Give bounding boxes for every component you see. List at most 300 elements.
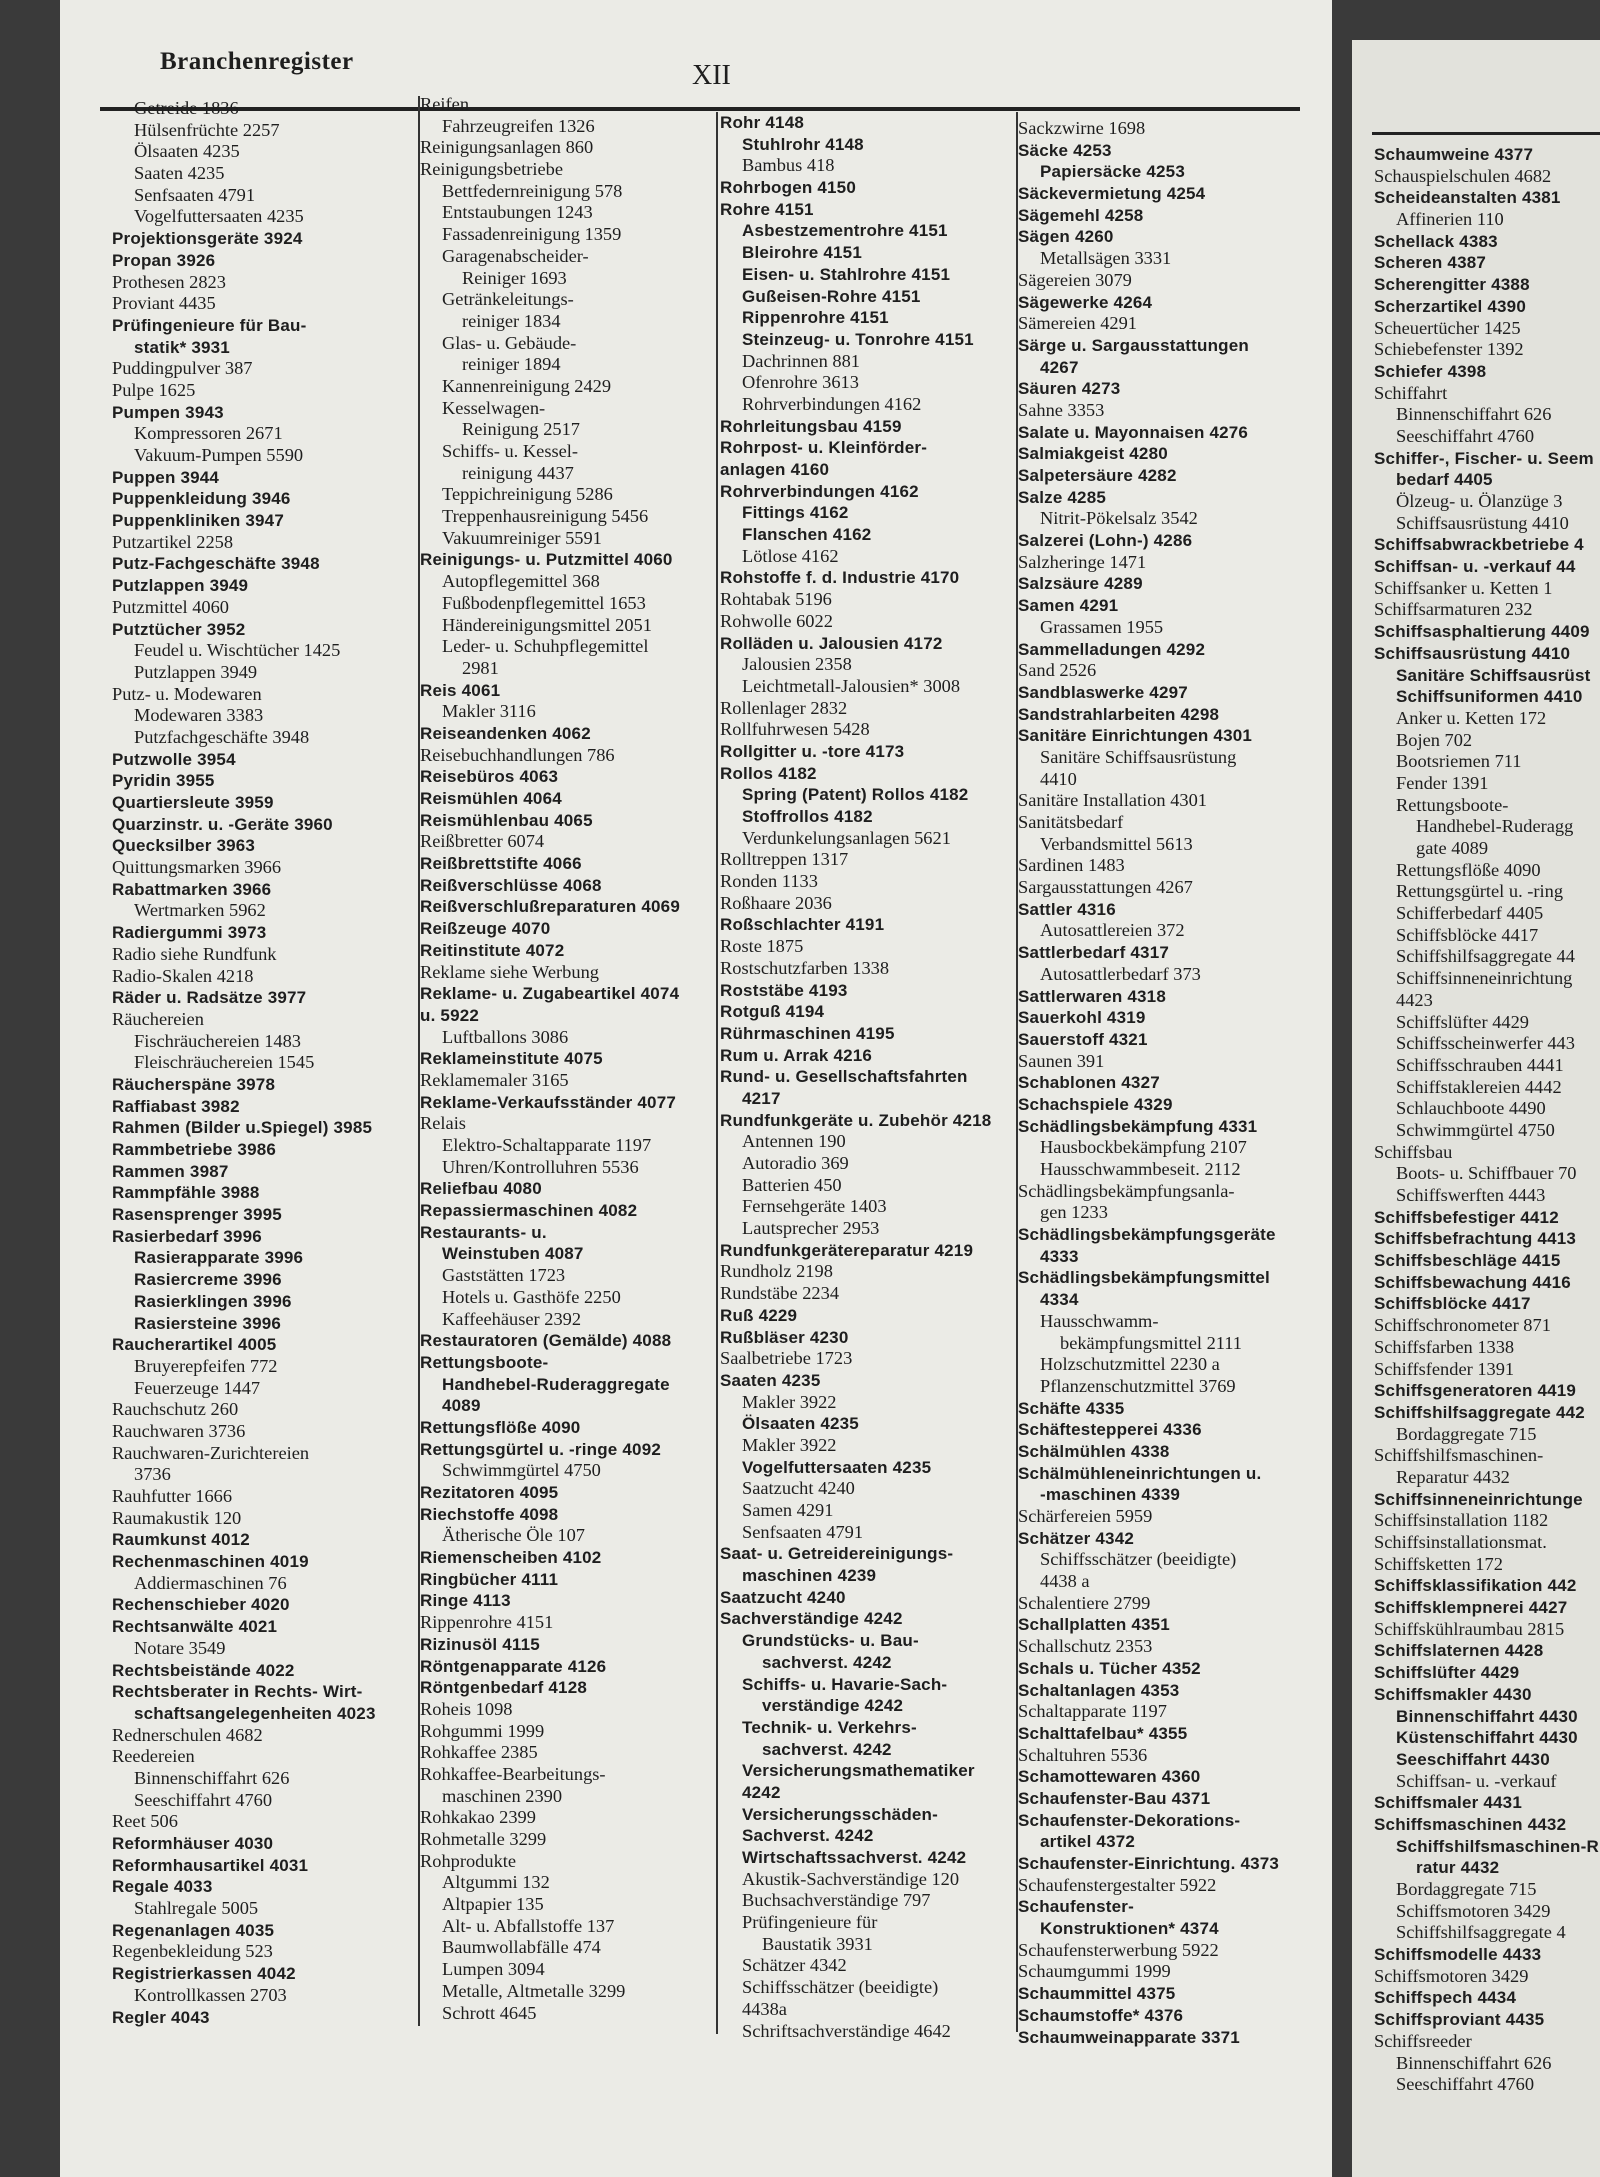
index-entry: Schiffsklempnerei 4427 <box>1374 1598 1568 1618</box>
index-entry: Schiffsbau <box>1374 1141 1453 1162</box>
index-entry: Putzwolle 3954 <box>112 749 236 769</box>
index-entry: Modewaren 3383 <box>134 705 264 726</box>
index-entry: Versicherungsmathematiker <box>742 1761 975 1781</box>
index-entry: Rettungsgürtel u. -ring <box>1396 881 1564 902</box>
index-entry: Saalbetriebe 1723 <box>720 1348 853 1369</box>
index-entry: Händereinigungsmittel 2051 <box>442 614 652 635</box>
index-entry: Schiffschronometer 871 <box>1374 1315 1551 1336</box>
index-entry: Schiffshilfsaggregate 44 <box>1396 946 1575 967</box>
index-entry: Bordaggregate 715 <box>1396 1879 1537 1899</box>
index-entry: Saunen 391 <box>1018 1050 1105 1071</box>
index-entry: Schiffsschrauben 4441 <box>1396 1054 1564 1075</box>
index-entry: Schiebefenster 1392 <box>1374 339 1524 360</box>
index-entry: Ölsaaten 4235 <box>742 1414 859 1434</box>
index-entry: Makler 3922 <box>742 1391 837 1412</box>
index-entry: Restaurants- u. <box>420 1222 547 1242</box>
index-column-3 <box>720 112 1010 2042</box>
index-entry: Rollgitter u. -tore 4173 <box>720 741 905 761</box>
index-entry: Ringe 4113 <box>420 1591 511 1611</box>
index-entry: Entstaubungen 1243 <box>442 202 593 223</box>
index-entry: Reifen <box>420 94 470 114</box>
index-entry: Schwimmgürtel 4750 <box>442 1460 601 1481</box>
index-entry: Ölzeug- u. Ölanzüge 3 <box>1396 491 1563 511</box>
index-entry: Reinigungs- u. Putzmittel 4060 <box>420 550 673 570</box>
index-entry: Putz- u. Modewaren <box>112 683 262 704</box>
index-entry: Rohgummi 1999 <box>420 1720 545 1741</box>
index-entry: Rundstäbe 2234 <box>720 1283 840 1304</box>
index-entry: Projektionsgeräte 3924 <box>112 229 303 249</box>
index-entry: Rahmen (Bilder u.Spiegel) 3985 <box>112 1118 373 1138</box>
index-entry: Sand 2526 <box>1018 660 1097 681</box>
index-entry: Seeschiffahrt 4760 <box>1396 2074 1535 2095</box>
index-entry: Säuren 4273 <box>1018 379 1121 399</box>
index-entry: Rippenrohre 4151 <box>420 1612 554 1633</box>
index-entry: Reitinstitute 4072 <box>420 940 565 960</box>
index-entry: Papiersäcke 4253 <box>1040 162 1185 182</box>
index-entry: Binnenschiffahrt 4430 <box>1396 1706 1578 1726</box>
index-entry: Nitrit-Pökelsalz 3542 <box>1040 508 1198 529</box>
index-entry: Hausschwamm- <box>1040 1310 1159 1331</box>
index-entry: Fischräuchereien 1483 <box>134 1030 301 1051</box>
index-entry: reinigung 4437 <box>462 462 574 483</box>
index-entry: Stuhlrohr 4148 <box>742 134 864 154</box>
index-entry: Reformhäuser 4030 <box>112 1834 274 1853</box>
index-entry: Sanitäre Einrichtungen 4301 <box>1018 726 1253 746</box>
index-entry: Räder u. Radsätze 3977 <box>112 988 307 1008</box>
index-entry: gate 4089 <box>1416 838 1489 858</box>
index-entry: Rolltreppen 1317 <box>720 849 849 870</box>
index-entry: Kaffeehäuser 2392 <box>442 1308 582 1329</box>
index-entry: Kompressoren 2671 <box>134 423 283 444</box>
index-entry: Rammpfähle 3988 <box>112 1183 260 1203</box>
index-entry: Grassamen 1955 <box>1040 616 1164 637</box>
index-entry: Schlauchboote 4490 <box>1396 1098 1546 1119</box>
index-entry: Reklame siehe Werbung <box>420 961 599 982</box>
index-entry: maschinen 4239 <box>742 1566 877 1586</box>
index-entry: Reklame- u. Zugabeartikel 4074 <box>420 984 680 1004</box>
index-entry: Pflanzenschutzmittel 3769 <box>1040 1375 1236 1396</box>
index-entry: Schaumweine 4377 <box>1374 145 1534 164</box>
index-entry: Rohtabak 5196 <box>720 589 832 610</box>
index-entry: Wertmarken 5962 <box>134 900 266 921</box>
index-entry: schaftsangelegenheiten 4023 <box>134 1703 376 1723</box>
index-entry: Reliefbau 4080 <box>420 1179 542 1199</box>
index-entry: Kannenreinigung 2429 <box>442 375 612 396</box>
index-entry: 4267 <box>1040 357 1079 377</box>
index-entry: Puppenkliniken 3947 <box>112 511 284 531</box>
index-entry: Altpapier 135 <box>442 1894 544 1915</box>
index-entry: Reedereien <box>112 1746 195 1767</box>
index-entry: Schiffs- u. Kessel- <box>442 441 579 461</box>
index-entry: Röntgenapparate 4126 <box>420 1656 607 1676</box>
index-entry: Reißverschlußreparaturen 4069 <box>420 897 680 917</box>
index-entry: Getreide 1836 <box>134 98 239 118</box>
index-entry: Salze 4285 <box>1018 487 1107 507</box>
index-entry: Affinerien 110 <box>1396 209 1504 230</box>
index-entry: Roste 1875 <box>720 936 804 957</box>
index-entry: Rasierapparate 3996 <box>134 1248 304 1268</box>
index-entry: Scherzartikel 4390 <box>1374 296 1526 316</box>
index-entry: anlagen 4160 <box>720 460 830 479</box>
index-entry: Reißbrettstifte 4066 <box>420 854 582 874</box>
index-entry: Särge u. Sargausstattungen <box>1018 335 1249 355</box>
index-entry: Senfsaaten 4791 <box>134 184 256 205</box>
index-entry: Samen 4291 <box>742 1500 834 1520</box>
index-entry: Säcke 4253 <box>1018 140 1112 160</box>
index-entry: Sandstrahlarbeiten 4298 <box>1018 704 1220 724</box>
index-entry: Raumkunst 4012 <box>112 1530 250 1550</box>
index-entry: Schaufenster-Einrichtung. 4373 <box>1018 1854 1280 1873</box>
index-entry: Schiffsscheinwerfer 443 <box>1396 1033 1575 1054</box>
index-entry: Schiffsblöcke 4417 <box>1374 1294 1531 1314</box>
index-entry: Schiffsbeschläge 4415 <box>1374 1251 1561 1271</box>
index-entry: Batterien 450 <box>742 1174 842 1195</box>
index-entry: Schiffer-, Fischer- u. Seem <box>1374 448 1594 468</box>
index-entry: Sanitäre Schiffsausrüst <box>1396 665 1591 685</box>
index-entry: verständige 4242 <box>762 1696 904 1716</box>
index-entry: Räucherspäne 3978 <box>112 1074 276 1094</box>
index-entry: Restauratoren (Gemälde) 4088 <box>420 1331 672 1351</box>
index-entry: Putzartikel 2258 <box>112 531 234 552</box>
index-entry: Rechtsanwälte 4021 <box>112 1617 278 1637</box>
index-entry: Schätzer 4342 <box>1018 1528 1135 1548</box>
index-entry: gen 1233 <box>1040 1202 1108 1223</box>
index-entry: Putz-Fachgeschäfte 3948 <box>112 554 320 574</box>
index-entry: Saatzucht 4240 <box>720 1587 846 1607</box>
index-entry: Schiffsarmaturen 232 <box>1374 599 1533 620</box>
index-entry: Rettungsflöße 4090 <box>1396 859 1541 880</box>
index-entry: Putzlappen 3949 <box>134 661 258 682</box>
index-entry: Sägewerke 4264 <box>1018 292 1153 312</box>
index-entry: Grundstücks- u. Bau- <box>742 1631 919 1651</box>
index-entry: Schiffsanker u. Ketten 1 <box>1374 577 1553 598</box>
index-entry: Sauerstoff 4321 <box>1018 1029 1148 1049</box>
index-entry: Raumakustik 120 <box>112 1507 242 1528</box>
index-entry: Ölsaaten 4235 <box>134 141 240 162</box>
index-entry: Teppichreinigung 5286 <box>442 484 613 505</box>
index-entry: Rammbetriebe 3986 <box>112 1140 277 1159</box>
index-entry: Roheis 1098 <box>420 1698 513 1719</box>
adjacent-header-rule <box>1372 132 1600 135</box>
index-entry: Schaltapparate 1197 <box>1018 1701 1167 1722</box>
index-entry: Regenanlagen 4035 <box>112 1920 275 1940</box>
index-entry: Rizinusöl 4115 <box>420 1634 540 1654</box>
index-entry: Binnenschiffahrt 626 <box>134 1767 290 1788</box>
index-entry: Leder- u. Schuhpflegemittel <box>442 636 649 657</box>
index-entry: Schiffahrt <box>1374 382 1448 403</box>
index-entry: Reklamemaler 3165 <box>420 1069 569 1090</box>
index-entry: Schalttafelbau* 4355 <box>1018 1723 1188 1743</box>
index-entry: Vogelfuttersaaten 4235 <box>742 1457 932 1477</box>
index-entry: Schiffsklassifikation 442 <box>1374 1576 1577 1596</box>
index-entry: Rohrverbindungen 4162 <box>742 393 922 414</box>
index-entry: Roßschlachter 4191 <box>720 915 885 935</box>
index-entry: Dachrinnen 881 <box>742 350 860 371</box>
index-entry: 4438 a <box>1040 1571 1090 1592</box>
index-entry: Schiffstaklereien 4442 <box>1396 1076 1562 1097</box>
index-entry: Reißzeuge 4070 <box>420 919 551 939</box>
index-entry: Puddingpulver 387 <box>112 358 253 379</box>
index-entry: Reet 506 <box>112 1811 178 1832</box>
index-entry: Buchsachverständige 797 <box>742 1890 931 1911</box>
index-entry: Rettungsgürtel u. -ringe 4092 <box>420 1439 662 1459</box>
index-entry: Schiffsinneneinrichtung <box>1396 968 1573 989</box>
index-entry: Schiffsasphaltierung 4409 <box>1374 622 1590 642</box>
index-entry: 4089 <box>442 1396 481 1416</box>
index-entry: Schädlingsbekämpfungsmittel <box>1018 1268 1270 1288</box>
index-entry: Technik- u. Verkehrs- <box>742 1717 917 1737</box>
index-entry: Schädlingsbekämpfung 4331 <box>1018 1116 1258 1136</box>
index-entry: 4423 <box>1396 989 1433 1010</box>
index-entry: Schiffsschätzer (beeidigte) <box>1040 1549 1237 1570</box>
index-entry: Schaumweinapparate 3371 <box>1018 2027 1240 2047</box>
index-entry: Schiffshilfsaggregate 442 <box>1374 1402 1585 1422</box>
index-entry: Relais <box>420 1113 466 1134</box>
index-entry: Rum u. Arrak 4216 <box>720 1045 873 1065</box>
index-entry: Eisen- u. Stahlrohre 4151 <box>742 264 951 284</box>
index-entry: Schiffsfender 1391 <box>1374 1358 1515 1379</box>
index-column-4 <box>1018 118 1318 2048</box>
index-entry: Schiffsblöcke 4417 <box>1396 924 1539 945</box>
index-entry: Schifferbedarf 4405 <box>1396 903 1544 924</box>
index-entry: Rollfuhrwesen 5428 <box>720 719 870 740</box>
index-entry: Schaufenster-Bau 4371 <box>1018 1788 1211 1808</box>
index-entry: Schaufenstergestalter 5922 <box>1018 1874 1217 1895</box>
index-entry: Reiseandenken 4062 <box>420 723 591 743</box>
index-entry: u. 5922 <box>420 1005 480 1025</box>
index-entry: Schiffslüfter 4429 <box>1374 1663 1520 1683</box>
index-entry: Schachspiele 4329 <box>1018 1094 1173 1114</box>
index-entry: Rohmetalle 3299 <box>420 1829 547 1849</box>
index-entry: Rezitatoren 4095 <box>420 1483 559 1502</box>
index-entry: Leichtmetall-Jalousien* 3008 <box>742 675 961 696</box>
index-entry: Scherengitter 4388 <box>1374 275 1530 295</box>
index-column-1 <box>112 98 412 2028</box>
index-entry: bekämpfungsmittel 2111 <box>1060 1332 1243 1353</box>
index-entry: Schiffsbefrachtung 4413 <box>1374 1229 1577 1249</box>
index-entry: Stahlregale 5005 <box>134 1898 259 1919</box>
page-number: XII <box>692 60 731 91</box>
index-entry: Rohrverbindungen 4162 <box>720 481 919 501</box>
index-entry: Boots- u. Schiffbauer 70 <box>1396 1163 1577 1184</box>
index-entry: Schiffs- u. Havarie-Sach- <box>742 1674 948 1694</box>
index-entry: Schädlingsbekämpfungsanla- <box>1018 1180 1235 1201</box>
index-entry: Schallschutz 2353 <box>1018 1636 1153 1657</box>
index-entry: Feudel u. Wischtücher 1425 <box>134 640 341 661</box>
index-entry: Treppenhausreinigung 5456 <box>442 506 649 527</box>
index-entry: Bruyerepfeifen 772 <box>134 1355 278 1376</box>
index-entry: bedarf 4405 <box>1396 470 1493 490</box>
index-entry: Putzlappen 3949 <box>112 576 249 596</box>
index-entry: Reis 4061 <box>420 680 501 700</box>
index-entry: Sattler 4316 <box>1018 899 1116 919</box>
index-entry: Vakuumreiniger 5591 <box>442 527 602 548</box>
index-entry: Seeschiffahrt 4760 <box>1396 425 1535 446</box>
index-entry: Säckevermietung 4254 <box>1018 184 1206 204</box>
index-entry: Handhebel-Ruderaggregate <box>442 1374 670 1394</box>
index-entry: Schaufensterwerbung 5922 <box>1018 1939 1219 1960</box>
index-entry: Binnenschiffahrt 626 <box>1396 2052 1552 2073</box>
index-entry: Rohrleitungsbau 4159 <box>720 416 902 436</box>
index-entry: Handhebel-Ruderagg <box>1416 816 1574 837</box>
index-entry: Schellack 4383 <box>1374 231 1498 251</box>
index-entry: Rostschutzfarben 1338 <box>720 957 890 978</box>
index-entry: Rundfunkgerätereparatur 4219 <box>720 1240 974 1260</box>
index-entry: Schiffsmakler 4430 <box>1374 1684 1532 1704</box>
index-entry: Schals u. Tücher 4352 <box>1018 1658 1201 1678</box>
index-entry: Saaten 4235 <box>134 163 225 184</box>
index-entry: Ofenrohre 3613 <box>742 372 859 393</box>
index-entry: Schiffsketten 172 <box>1374 1553 1503 1574</box>
index-entry: Reißverschlüsse 4068 <box>420 875 602 895</box>
index-entry: Reismühlen 4064 <box>420 789 562 808</box>
index-entry: Quecksilber 3963 <box>112 836 256 856</box>
index-entry: Propan 3926 <box>112 250 216 270</box>
index-entry: Repassiermaschinen 4082 <box>420 1201 638 1221</box>
index-entry: reiniger 1834 <box>462 310 561 331</box>
index-entry: Steinzeug- u. Tonrohre 4151 <box>742 329 974 349</box>
index-entry: Hülsenfrüchte 2257 <box>134 119 280 140</box>
index-entry: Schiffsausrüstung 4410 <box>1374 643 1571 663</box>
index-entry: Roststäbe 4193 <box>720 980 848 1000</box>
index-entry: Autosattlerbedarf 373 <box>1040 963 1201 984</box>
index-entry: Luftballons 3086 <box>442 1026 569 1047</box>
index-entry: Sattlerwaren 4318 <box>1018 986 1166 1006</box>
index-entry: Reparatur 4432 <box>1396 1466 1510 1487</box>
index-entry: Riechstoffe 4098 <box>420 1504 559 1524</box>
index-entry: Schiffsan- u. -verkauf 44 <box>1374 557 1576 577</box>
index-entry: Spring (Patent) Rollos 4182 <box>742 785 969 805</box>
index-entry: Notare 3549 <box>134 1637 226 1658</box>
index-entry: Schäftestepperei 4336 <box>1018 1420 1202 1440</box>
index-entry: Salmiakgeist 4280 <box>1018 444 1168 464</box>
index-entry: Fahrzeugreifen 1326 <box>442 115 595 136</box>
index-entry: Garagenabscheider- <box>442 245 589 266</box>
index-entry: Rammen 3987 <box>112 1161 229 1181</box>
index-entry: Reismühlenbau 4065 <box>420 810 593 830</box>
index-entry: Schärfereien 5959 <box>1018 1506 1153 1526</box>
index-entry: Rohprodukte <box>420 1850 517 1871</box>
index-entry: Fleischräuchereien 1545 <box>134 1052 315 1073</box>
index-entry: Verdunkelungsanlagen 5621 <box>742 827 951 848</box>
index-entry: Scheuertücher 1425 <box>1374 317 1521 338</box>
index-entry: Rund- u. Gesellschaftsfahrten <box>720 1067 968 1087</box>
index-entry: Sägen 4260 <box>1018 227 1114 247</box>
index-entry: Rundholz 2198 <box>720 1261 833 1282</box>
index-entry: 4334 <box>1040 1290 1079 1310</box>
index-entry: Sachverst. 4242 <box>742 1826 874 1846</box>
index-entry: Bootsriemen 711 <box>1396 751 1522 772</box>
index-entry: Kontrollkassen 2703 <box>134 1984 287 2005</box>
index-entry: Rohre 4151 <box>720 199 814 219</box>
index-entry: Rohstoffe f. d. Industrie 4170 <box>720 568 960 588</box>
index-entry: Rauchwaren-Zurichtereien <box>112 1442 310 1463</box>
index-entry: Reinigung 2517 <box>462 419 581 440</box>
index-entry: Putzfachgeschäfte 3948 <box>134 726 310 747</box>
index-entry: Bambus 418 <box>742 155 835 176</box>
index-entry: Sanitäre Schiffsausrüstung <box>1040 746 1237 767</box>
index-entry: Saat- u. Getreidereinigungs- <box>720 1544 954 1564</box>
index-entry: Rasensprenger 3995 <box>112 1205 282 1225</box>
index-entry: Rechtsberater in Rechts- Wirt- <box>112 1682 363 1702</box>
index-entry: Kesselwagen- <box>442 397 546 418</box>
index-entry: Bleirohre 4151 <box>742 243 862 263</box>
index-entry: Rohrpost- u. Kleinförder- <box>720 438 928 458</box>
index-entry: Glas- u. Gebäude- <box>442 332 577 353</box>
index-entry: Konstruktionen* 4374 <box>1040 1919 1219 1939</box>
index-entry: Reiniger 1693 <box>462 267 567 288</box>
index-entry: Schiffshilfsmaschinen- <box>1374 1445 1544 1466</box>
index-entry: Rechenmaschinen 4019 <box>112 1552 309 1572</box>
index-entry: Sammelladungen 4292 <box>1018 639 1206 659</box>
index-entry: Fassadenreinigung 1359 <box>442 224 622 245</box>
index-entry: Salzerei (Lohn-) 4286 <box>1018 531 1193 551</box>
index-entry: Schiffsgeneratoren 4419 <box>1374 1381 1577 1401</box>
index-entry: Rohkaffee 2385 <box>420 1742 538 1763</box>
index-entry: Bettfedernreinigung 578 <box>442 180 623 201</box>
index-entry: Asbestzementrohre 4151 <box>742 221 948 241</box>
index-entry: Schaltuhren 5536 <box>1018 1744 1148 1765</box>
index-entry: Rasierbedarf 3996 <box>112 1226 262 1246</box>
index-entry: Vakuum-Pumpen 5590 <box>134 445 304 465</box>
index-entry: -maschinen 4339 <box>1040 1485 1181 1505</box>
index-entry: 4333 <box>1040 1246 1079 1266</box>
index-entry: Schiffsinstallation 1182 <box>1374 1510 1549 1531</box>
index-entry: Raffiabast 3982 <box>112 1096 240 1116</box>
index-entry: Samen 4291 <box>1018 596 1119 616</box>
index-entry: Fußbodenpflegemittel 1653 <box>442 592 646 613</box>
index-entry: Schätzer 4342 <box>742 1955 847 1976</box>
index-entry: Makler 3922 <box>742 1434 837 1455</box>
index-entry: Schaltanlagen 4353 <box>1018 1680 1180 1700</box>
index-entry: Schiffsuniformen 4410 <box>1396 687 1583 707</box>
index-entry: Rasiercreme 3996 <box>134 1270 282 1290</box>
index-entry: Puppen 3944 <box>112 467 220 487</box>
index-entry: Schaufenster- <box>1018 1897 1134 1917</box>
index-entry: Rohkakao 2399 <box>420 1807 536 1828</box>
index-entry: reiniger 1894 <box>462 354 561 375</box>
index-entry: Putztücher 3952 <box>112 619 246 639</box>
index-entry: Regler 4043 <box>112 2007 210 2027</box>
index-entry: Raucherartikel 4005 <box>112 1335 277 1355</box>
index-entry: Scheideanstalten 4381 <box>1374 188 1561 208</box>
index-entry: Salpetersäure 4282 <box>1018 466 1177 485</box>
index-entry: Akustik-Sachverständige 120 <box>742 1868 960 1889</box>
index-entry: Elektro-Schaltapparate 1197 <box>442 1135 652 1155</box>
index-entry: Schaummittel 4375 <box>1018 1984 1176 2004</box>
index-entry: Rohr 4148 <box>720 113 805 132</box>
index-entry: Scheren 4387 <box>1374 253 1487 273</box>
index-entry: Reformhausartikel 4031 <box>112 1855 309 1875</box>
index-entry: Schalentiere 2799 <box>1018 1592 1151 1613</box>
index-entry: Schriftsachverständige 4642 <box>742 2020 951 2041</box>
index-entry: ratur 4432 <box>1416 1858 1500 1878</box>
index-entry: Sargausstattungen 4267 <box>1018 877 1193 898</box>
index-entry: Sachverständige 4242 <box>720 1609 903 1629</box>
index-entry: Schiffsproviant 4435 <box>1374 2010 1545 2030</box>
index-entry: Sattlerbedarf 4317 <box>1018 943 1170 963</box>
index-entry: Rettungsflöße 4090 <box>420 1417 581 1437</box>
index-entry: Hausbockbekämpfung 2107 <box>1040 1137 1247 1158</box>
index-entry: Schablonen 4327 <box>1018 1073 1160 1093</box>
index-entry: Regale 4033 <box>112 1877 213 1897</box>
index-entry: Vogelfuttersaaten 4235 <box>134 206 304 227</box>
index-entry: Küstenschiffahrt 4430 <box>1396 1728 1578 1748</box>
index-entry: Sardinen 1483 <box>1018 855 1125 876</box>
index-entry: Sägereien 3079 <box>1018 269 1132 290</box>
index-entry: 2981 <box>462 657 499 678</box>
index-entry: Schiffsausrüstung 4410 <box>1396 512 1569 533</box>
